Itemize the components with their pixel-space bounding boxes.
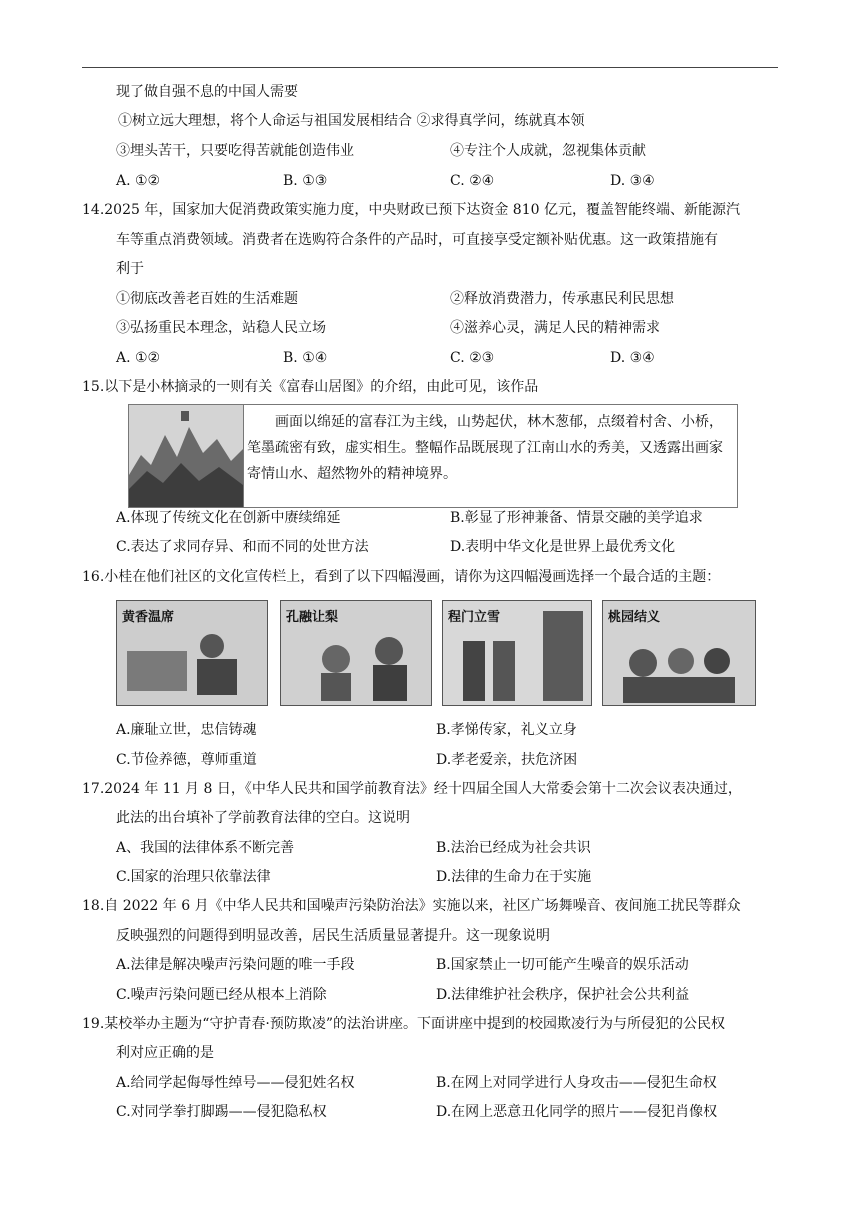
q18-stem-line2: 反映强烈的问题得到明显改善，居民生活质量显著提升。这一现象说明 bbox=[116, 928, 550, 944]
q14-option-1: ①彻底改善老百姓的生活难题 bbox=[116, 291, 298, 307]
q16-choice-c: C.节俭养德，尊师重道 bbox=[116, 752, 257, 768]
q18-choice-d: D.法律维护社会秩序，保护社会公共利益 bbox=[436, 987, 690, 1003]
q19-choice-b: B.在网上对同学进行人身攻击——侵犯生命权 bbox=[436, 1075, 717, 1091]
q15-choice-d: D.表明中华文化是世界上最优秀文化 bbox=[450, 539, 676, 555]
q17-stem-line2: 此法的出台填补了学前教育法律的空白。这说明 bbox=[116, 810, 410, 826]
q16-choice-d: D.孝老爱亲，扶危济困 bbox=[436, 752, 578, 768]
comic-caption-1: 黄香温席 bbox=[122, 610, 175, 625]
q13-choice-b: B. ①③ bbox=[283, 173, 328, 189]
comic-caption-3: 程门立雪 bbox=[448, 610, 501, 625]
q18-choice-b: B.国家禁止一切可能产生噪音的娱乐活动 bbox=[436, 957, 689, 973]
q17-stem-line1: 17.2024 年 11 月 8 日，《中华人民共和国学前教育法》经十四届全国人大常委会第十二次会议表决通过， bbox=[82, 781, 742, 797]
q14-choice-c: C. ②③ bbox=[450, 350, 495, 366]
q13-option-1-2: ①树立远大理想，将个人命运与祖国发展相结合 ②求得真学问，练就真本领 bbox=[118, 113, 585, 129]
q15-intro-box bbox=[128, 404, 738, 508]
q14-stem-line1: 14.2025 年，国家加大促消费政策实施力度，中央财政已预下达资金 810 亿元，覆盖智能终端、新能源汽 bbox=[82, 202, 740, 218]
q16-choice-b: B.孝悌传家，礼义立身 bbox=[436, 722, 577, 738]
q13-choice-a: A. ①② bbox=[116, 173, 161, 189]
q15-choice-b: B.彰显了形神兼备、情景交融的美学追求 bbox=[450, 510, 703, 526]
q15-choice-a: A.体现了传统文化在创新中赓续绵延 bbox=[116, 510, 341, 526]
q15-stem: 15.以下是小林摘录的一则有关《富春山居图》的介绍，由此可见，该作品 bbox=[82, 379, 539, 395]
q14-choice-b: B. ①④ bbox=[283, 350, 328, 366]
q14-stem-line3: 利于 bbox=[116, 261, 144, 277]
q19-stem-line1: 19.某校举办主题为“守护青春·预防欺凌”的法治讲座。下面讲座中提到的校园欺凌行为与所侵犯的公民权 bbox=[82, 1016, 726, 1032]
q14-option-4: ④滋养心灵，满足人民的精神需求 bbox=[450, 320, 660, 336]
q18-choice-a: A.法律是解决噪声污染问题的唯一手段 bbox=[116, 957, 355, 973]
q14-option-2: ②释放消费潜力，传承惠民利民思想 bbox=[450, 291, 674, 307]
q15-intro-text: 画面以绵延的富春江为主线，山势起伏，林木葱郁，点缀着村舍、小桥，笔墨疏密有致，虚实相生。整幅作品既展现了江南山水的秀美，又透露出画家寄情山水、超然物外的精神境界。 bbox=[247, 414, 723, 482]
q19-choice-c: C.对同学拳打脚踢——侵犯隐私权 bbox=[116, 1104, 327, 1120]
q17-choice-a: A、我国的法律体系不断完善 bbox=[116, 840, 295, 856]
q13-choice-c: C. ②④ bbox=[450, 173, 495, 189]
q17-choice-b: B.法治已经成为社会共识 bbox=[436, 840, 591, 856]
landscape-painting-image bbox=[129, 405, 244, 507]
q13-option-3: ③埋头苦干，只要吃得苦就能创造伟业 bbox=[116, 143, 354, 159]
q14-stem-line2: 车等重点消费领域。消费者在选购符合条件的产品时，可直接享受定额补贴优惠。这一政策措施有 bbox=[116, 232, 718, 248]
q13-choice-d: D. ③④ bbox=[610, 173, 655, 189]
q19-choice-a: A.给同学起侮辱性绰号——侵犯姓名权 bbox=[116, 1075, 355, 1091]
q16-choice-a: A.廉耻立世，忠信铸魂 bbox=[116, 722, 257, 738]
q14-option-3: ③弘扬重民本理念，站稳人民立场 bbox=[116, 320, 326, 336]
q15-choice-c: C.表达了求同存异、和而不同的处世方法 bbox=[116, 539, 369, 555]
q17-choice-c: C.国家的治理只依靠法律 bbox=[116, 869, 271, 885]
header-rule bbox=[82, 67, 778, 68]
q13-stem-cont: 现了做自强不息的中国人需要 bbox=[116, 84, 298, 100]
q18-stem-line1: 18.自 2022 年 6 月《中华人民共和国噪声污染防治法》实施以来，社区广场舞噪音、夜间施工扰民等群众 bbox=[82, 898, 741, 914]
q16-stem: 16.小桂在他们社区的文化宣传栏上，看到了以下四幅漫画，请你为这四幅漫画选择一个最合适的主题： bbox=[82, 569, 721, 585]
q14-choice-a: A. ①② bbox=[116, 350, 161, 366]
q18-choice-c: C.噪声污染问题已经从根本上消除 bbox=[116, 987, 327, 1003]
q13-option-4: ④专注个人成就，忽视集体贡献 bbox=[450, 143, 646, 159]
q19-choice-d: D.在网上恶意丑化同学的照片——侵犯肖像权 bbox=[436, 1104, 718, 1120]
comic-caption-2: 孔融让梨 bbox=[286, 610, 339, 625]
comic-caption-4: 桃园结义 bbox=[608, 610, 661, 625]
q19-stem-line2: 利对应正确的是 bbox=[116, 1045, 214, 1061]
q17-choice-d: D.法律的生命力在于实施 bbox=[436, 869, 592, 885]
q14-choice-d: D. ③④ bbox=[610, 350, 655, 366]
